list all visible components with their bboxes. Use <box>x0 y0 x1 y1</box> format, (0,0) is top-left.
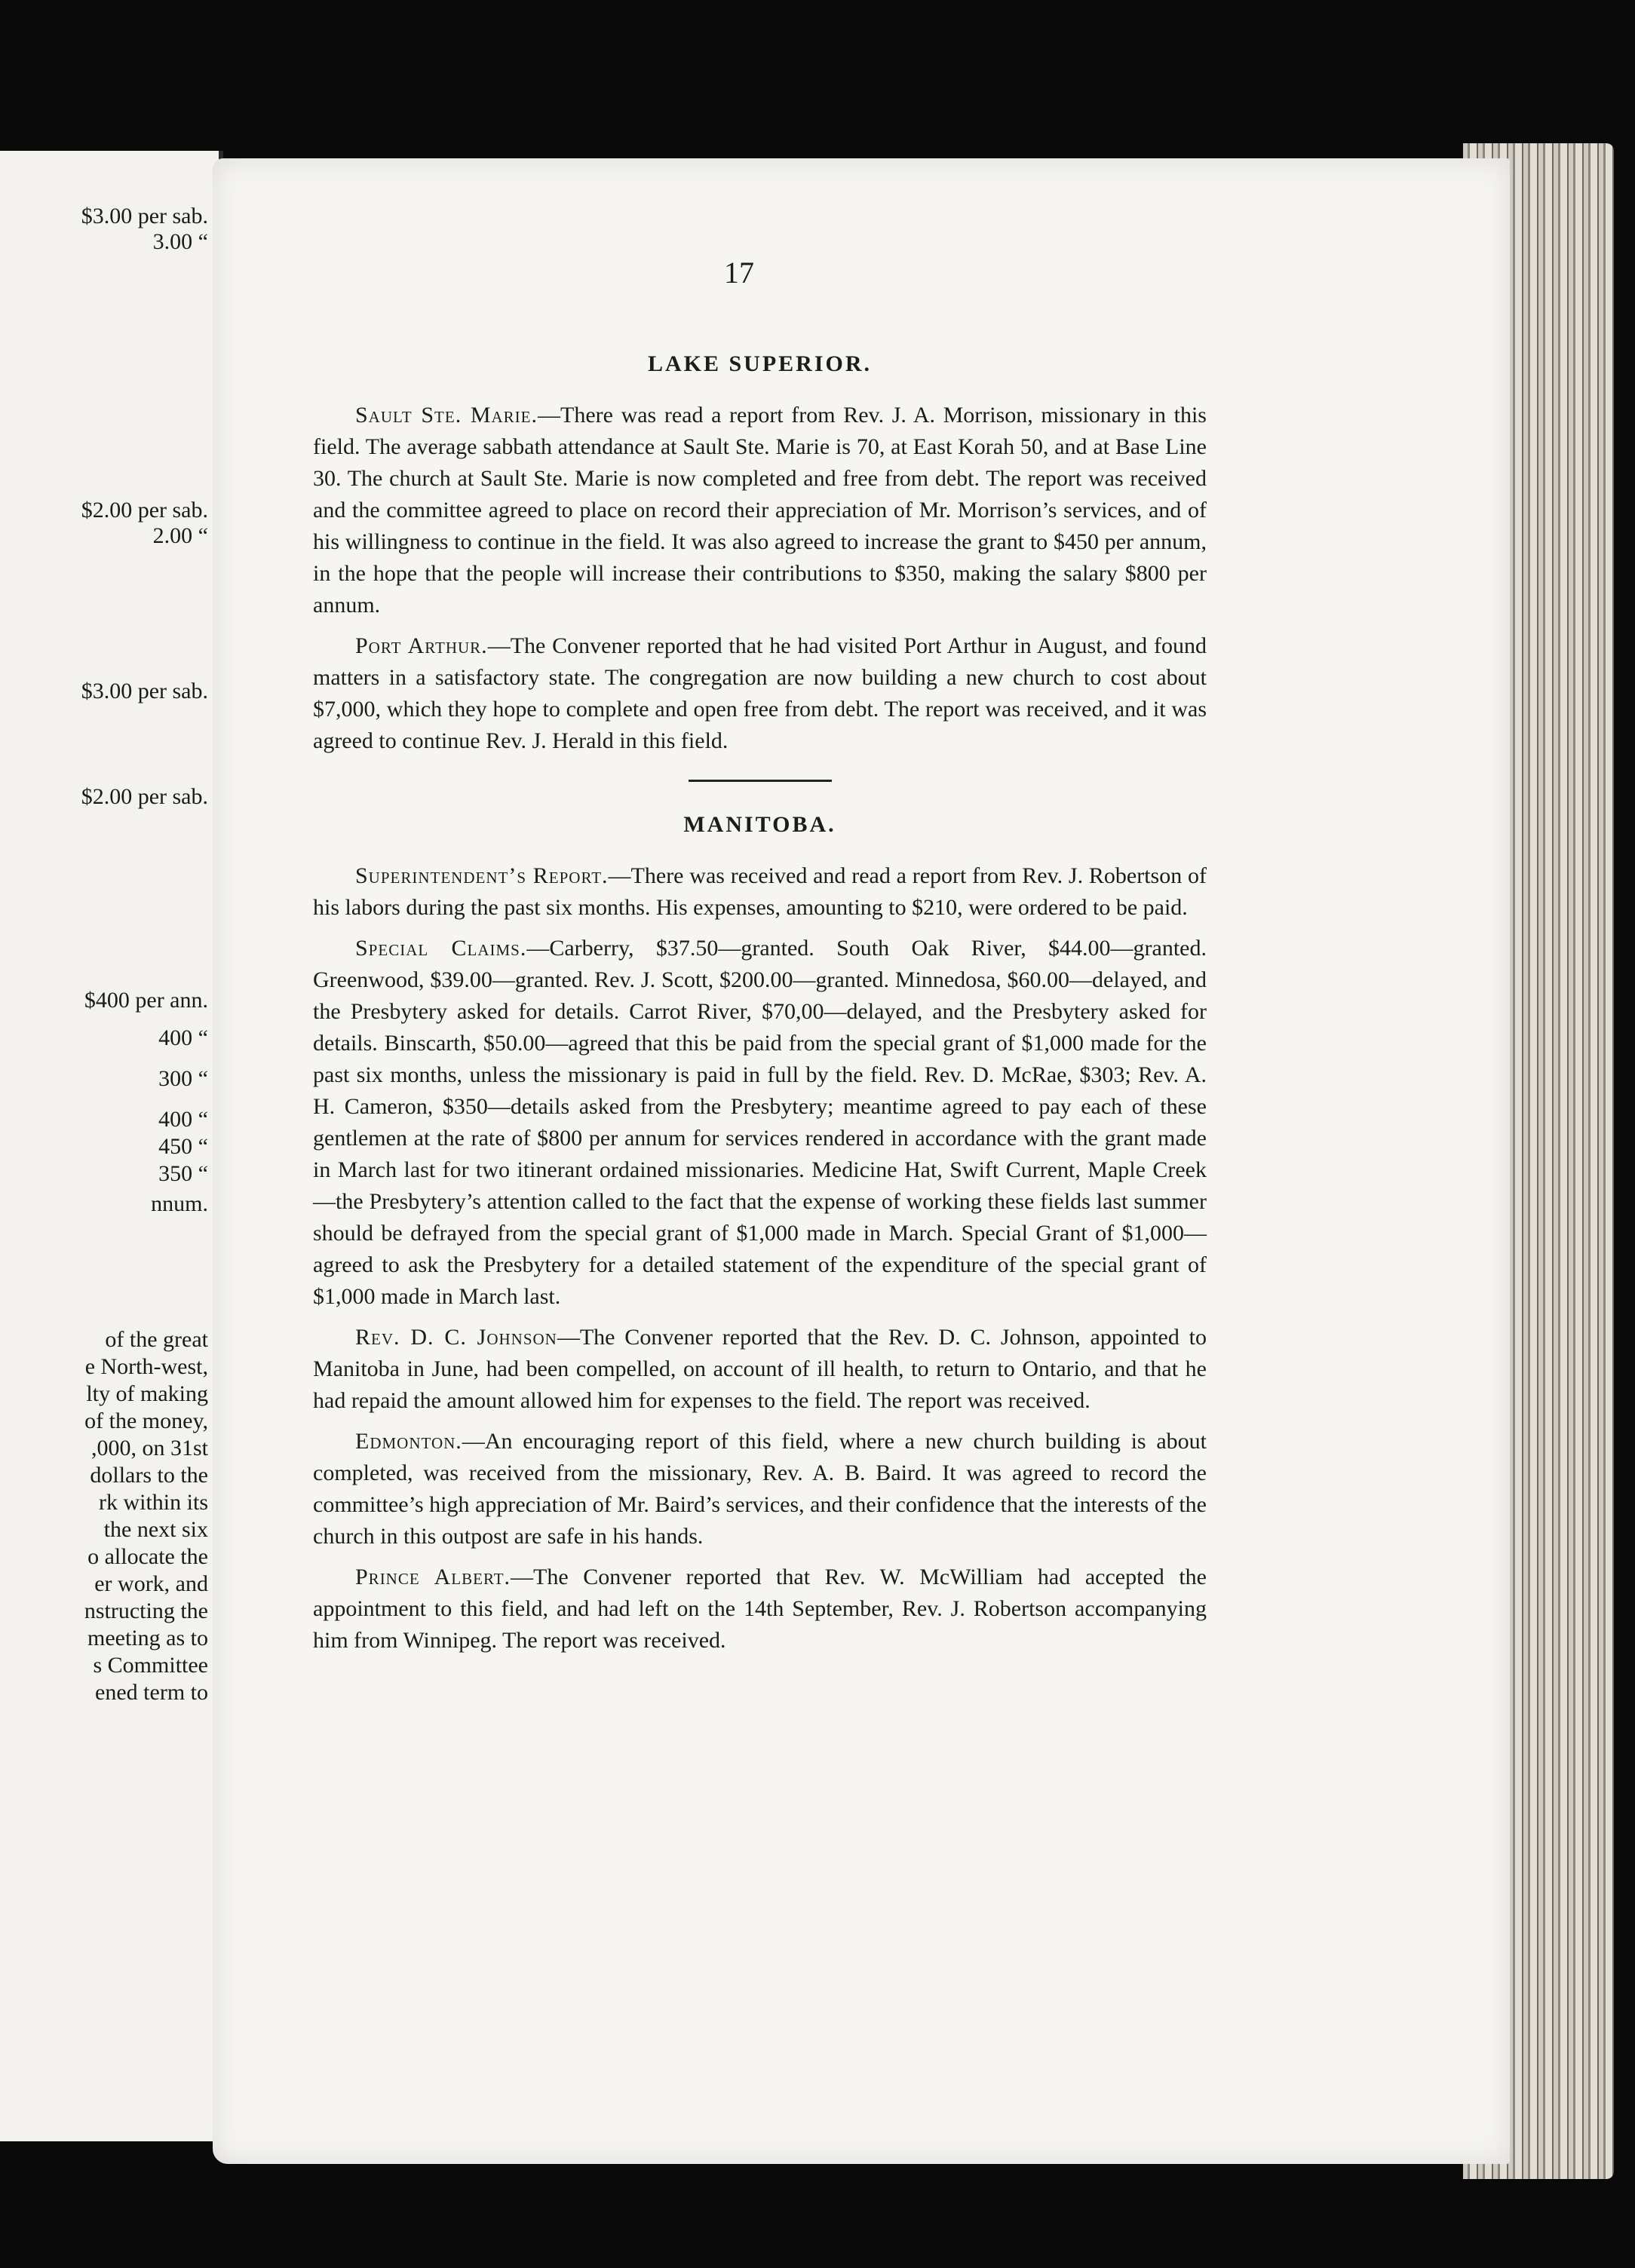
paragraph-body: —An encouraging report of this field, where a new church building is about completed, was received from the missionary, Rev. A. B. Baird. It was agreed to record the committee’s high appreciation of Mr. Baird’s services, and their confidence that the interests of the church in this outpost are safe in his hands. <box>313 1429 1207 1549</box>
page-number: 17 <box>724 256 754 290</box>
paragraph-body: —The Convener reported that the Rev. D. C. Johnson, appointed to Manitoba in June, had been compelled, on account of ill health, to return to Ontario, and that he had repaid the amount allowed him for expenses to the field. The report was received. <box>313 1325 1207 1413</box>
left-margin-line: 2.00 “ <box>152 523 208 548</box>
left-margin-line: 350 “ <box>158 1161 208 1186</box>
paragraph-sault-ste-marie <box>313 400 1207 621</box>
left-margin-line: rk within its <box>98 1490 208 1515</box>
left-margin-line: 300 “ <box>158 1066 208 1091</box>
left-margin-line: e North-west, <box>84 1354 208 1379</box>
paragraph-lead: Rev. D. C. Johnson <box>355 1325 557 1350</box>
paragraph-body: —Carberry, $37.50—granted. South Oak River, $44.00—granted. Greenwood, $39.00—granted. Rev. J. Scott, $200.00—granted. Minnedosa, $60.00—delayed, and the Presbytery asked for details. Carrot River, $70,00—delayed, and the Presbytery asked for details. Binscarth, $50.00—agreed that this be paid from the special grant of $1,000 made for the past six months, unless the missionary is paid in full by the field. Rev. D. McRae, $303; Rev. A. H. Cameron, $350—details asked from the Presbytery; meantime agreed to pay each of these gentlemen at the rate of $800 per annum for services rendered in accordance with the grant made in March last for two itinerant ordained missionaries. Medicine Hat, Swift Current, Maple Creek—the Presbytery’s attention called to the fact that the expense of working these fields last summer should be defrayed from the special grant of $1,000 made in March. Special Grant of $1,000—agreed to ask the Presbytery for a detailed statement of the expenditure of the special grant of $1,000 made in March last. <box>313 936 1207 1309</box>
left-margin-line: $3.00 per sab. <box>81 204 208 228</box>
left-margin-line: s Committee <box>93 1653 208 1678</box>
left-margin-line: ened term to <box>95 1680 208 1705</box>
left-margin-line: $2.00 per sab. <box>81 498 208 523</box>
paragraph-rev-johnson <box>313 1322 1207 1417</box>
left-margin-line: $400 per ann. <box>84 988 208 1013</box>
left-margin-line: of the money, <box>84 1408 208 1433</box>
left-margin-line: nnum. <box>151 1191 208 1216</box>
paragraph-lead: Sault Ste. Marie. <box>355 403 538 428</box>
left-margin-line: $3.00 per sab. <box>81 679 208 703</box>
left-margin-line: lty of making <box>86 1381 208 1406</box>
section-heading-lake-superior: LAKE SUPERIOR. <box>647 351 873 376</box>
paragraph-body: —The Convener reported that Rev. W. McWilliam had accepted the appointment to this field, and had left on the 14th September, Rev. J. Robertson accompanying him from Winnipeg. The report was received. <box>313 1565 1207 1653</box>
paragraph-body: —There was read a report from Rev. J. A. Morrison, missionary in this field. The average sabbath attendance at Sault Ste. Marie is 70, at East Korah 50, and at Base Line 30. The church at Sault Ste. Marie is now completed and free from debt. The report was received and the committee agreed to place on record their appreciation of Mr. Morrison’s services, and of his willingness to continue in the field. It was also agreed to increase the grant to $450 per annum, in the hope that the people will increase their contributions to $350, making the salary $800 per annum. <box>313 403 1207 618</box>
paragraph-port-arthur <box>313 630 1207 757</box>
paragraph-prince-albert <box>313 1562 1207 1657</box>
left-margin-line: 450 “ <box>158 1134 208 1159</box>
paragraph-lead: Port Arthur. <box>355 633 488 658</box>
paragraph-lead: Edmonton. <box>355 1429 462 1454</box>
paragraph-lead: Prince Albert. <box>355 1565 511 1589</box>
paragraph-superintendents-report <box>313 860 1207 924</box>
left-margin-line: $2.00 per sab. <box>81 784 208 809</box>
section-lake-superior <box>313 348 1207 1666</box>
paragraph-edmonton <box>313 1426 1207 1552</box>
paragraph-lead: Superintendent’s Report. <box>355 863 609 888</box>
paragraph-body: —The Convener reported that he had visited Port Arthur in August, and found matters in a satisfactory state. The congregation are now building a new church to cost about $7,000, which they hope to complete and open free from debt. The report was received, and it was agreed to continue Rev. J. Herald in this field. <box>313 633 1207 753</box>
left-margin-line: o allocate the <box>87 1544 208 1569</box>
left-margin-line: dollars to the <box>90 1463 208 1488</box>
left-margin-line: 400 “ <box>158 1025 208 1050</box>
paragraph-body: —There was received and read a report from Rev. J. Robertson of his labors during the past six months. His expenses, amounting to $210, were ordered to be paid. <box>313 863 1207 920</box>
paragraph-lead: Special Claims. <box>355 936 527 961</box>
left-margin-line: nstructing the <box>84 1598 208 1623</box>
section-heading-manitoba: MANITOBA. <box>683 812 836 837</box>
section-divider <box>689 780 832 782</box>
left-page-fragment <box>0 151 223 2141</box>
left-margin-line: er work, and <box>94 1571 208 1596</box>
left-margin-line: the next six <box>103 1517 208 1542</box>
left-margin-line: of the great <box>105 1327 208 1352</box>
left-margin-line: 3.00 “ <box>152 229 208 254</box>
left-margin-line: 400 “ <box>158 1107 208 1132</box>
left-margin-line: meeting as to <box>87 1626 208 1650</box>
paragraph-special-claims <box>313 933 1207 1313</box>
left-margin-line: ,000, on 31st <box>90 1436 208 1460</box>
